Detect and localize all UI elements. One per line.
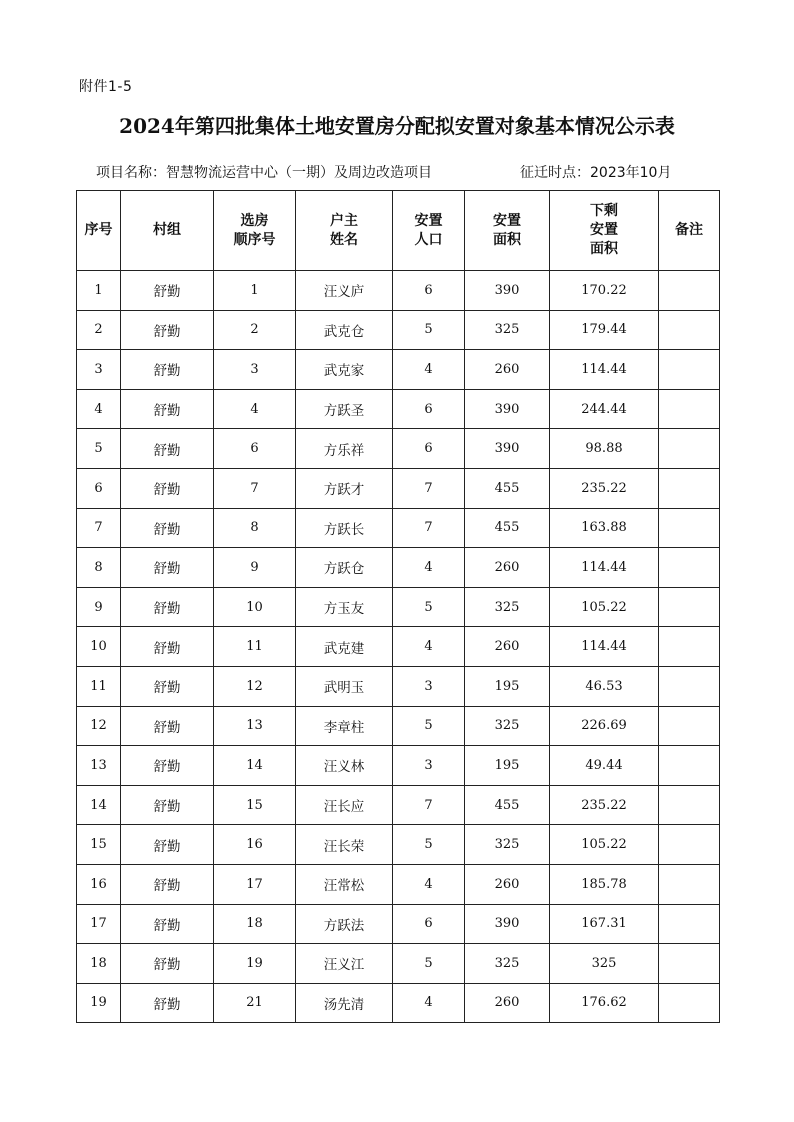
cell-householder-name: 武克建 <box>296 627 393 667</box>
cell-householder-name: 汪常松 <box>296 864 393 904</box>
cell-index: 12 <box>77 706 121 746</box>
cell-resettled-people: 7 <box>393 785 465 825</box>
cell-remarks <box>659 587 720 627</box>
cell-resettled-people: 5 <box>393 944 465 984</box>
cell-village: 舒勤 <box>121 983 214 1023</box>
cell-remaining-area: 105.22 <box>550 825 659 865</box>
table-body <box>77 271 720 1023</box>
header-text: 姓名 <box>330 231 358 248</box>
header-resettled-people <box>393 191 465 271</box>
header-text: 选房 <box>240 212 269 229</box>
cell-index: 17 <box>77 904 121 944</box>
cell-index: 8 <box>77 548 121 588</box>
header-text: 序号 <box>84 222 113 238</box>
cell-resettlement-area: 195 <box>465 666 550 706</box>
header-village <box>121 191 214 271</box>
cell-selection-order: 7 <box>214 468 296 508</box>
cell-village: 舒勤 <box>121 429 214 469</box>
cell-selection-order: 4 <box>214 389 296 429</box>
cell-resettlement-area: 325 <box>465 310 550 350</box>
cell-village: 舒勤 <box>121 825 214 865</box>
cell-village: 舒勤 <box>121 271 214 311</box>
cell-village: 舒勤 <box>121 706 214 746</box>
cell-remaining-area: 179.44 <box>550 310 659 350</box>
cell-selection-order: 2 <box>214 310 296 350</box>
cell-remaining-area: 114.44 <box>550 627 659 667</box>
cell-resettled-people: 5 <box>393 587 465 627</box>
cell-householder-name: 汪义林 <box>296 746 393 786</box>
cell-remarks <box>659 271 720 311</box>
cell-resettled-people: 7 <box>393 468 465 508</box>
table-row <box>77 706 720 746</box>
cell-resettled-people: 4 <box>393 627 465 667</box>
cell-village: 舒勤 <box>121 785 214 825</box>
table-row <box>77 508 720 548</box>
cell-householder-name: 方跃仓 <box>296 548 393 588</box>
cell-resettlement-area: 260 <box>465 548 550 588</box>
cell-resettlement-area: 390 <box>465 429 550 469</box>
cell-resettlement-area: 195 <box>465 746 550 786</box>
cell-selection-order: 14 <box>214 746 296 786</box>
cell-resettled-people: 4 <box>393 548 465 588</box>
cell-selection-order: 3 <box>214 350 296 390</box>
cell-resettlement-area: 260 <box>465 627 550 667</box>
table-row <box>77 548 720 588</box>
cell-resettled-people: 6 <box>393 389 465 429</box>
cell-index: 6 <box>77 468 121 508</box>
table-row <box>77 429 720 469</box>
cell-resettlement-area: 260 <box>465 983 550 1023</box>
cell-resettled-people: 5 <box>393 310 465 350</box>
cell-householder-name: 汪长应 <box>296 785 393 825</box>
header-text: 安置 <box>590 222 618 238</box>
cell-remaining-area: 325 <box>550 944 659 984</box>
cell-remaining-area: 49.44 <box>550 746 659 786</box>
header-text: 村组 <box>153 222 181 238</box>
cell-remarks <box>659 904 720 944</box>
cell-remarks <box>659 468 720 508</box>
header-text: 人口 <box>414 231 443 248</box>
cell-householder-name: 汪长荣 <box>296 825 393 865</box>
cell-selection-order: 1 <box>214 271 296 311</box>
cell-index: 11 <box>77 666 121 706</box>
cell-remarks <box>659 627 720 667</box>
cell-index: 16 <box>77 864 121 904</box>
header-selection-order <box>214 191 296 271</box>
cell-index: 10 <box>77 627 121 667</box>
cell-remarks <box>659 389 720 429</box>
cell-resettlement-area: 455 <box>465 468 550 508</box>
cell-resettlement-area: 325 <box>465 944 550 984</box>
cell-village: 舒勤 <box>121 508 214 548</box>
cell-resettlement-area: 260 <box>465 864 550 904</box>
cell-remarks <box>659 944 720 984</box>
cell-householder-name: 汤先清 <box>296 983 393 1023</box>
table-row <box>77 864 720 904</box>
cell-resettlement-area: 325 <box>465 587 550 627</box>
header-remaining-area <box>550 191 659 271</box>
cell-householder-name: 武克家 <box>296 350 393 390</box>
cell-householder-name: 方跃圣 <box>296 389 393 429</box>
cell-resettled-people: 3 <box>393 666 465 706</box>
cell-index: 4 <box>77 389 121 429</box>
cell-resettlement-area: 455 <box>465 508 550 548</box>
cell-remarks <box>659 508 720 548</box>
cell-selection-order: 12 <box>214 666 296 706</box>
cell-resettlement-area: 390 <box>465 904 550 944</box>
cell-remaining-area: 176.62 <box>550 983 659 1023</box>
table-row <box>77 271 720 311</box>
cell-resettled-people: 6 <box>393 429 465 469</box>
cell-resettled-people: 5 <box>393 706 465 746</box>
header-text: 顺序号 <box>233 231 276 248</box>
cell-remarks <box>659 983 720 1023</box>
cell-remaining-area: 167.31 <box>550 904 659 944</box>
cell-householder-name: 李章柱 <box>296 706 393 746</box>
cell-selection-order: 19 <box>214 944 296 984</box>
cell-village: 舒勤 <box>121 666 214 706</box>
cell-resettlement-area: 325 <box>465 825 550 865</box>
table-row <box>77 350 720 390</box>
cell-selection-order: 18 <box>214 904 296 944</box>
table-row <box>77 746 720 786</box>
header-householder-name <box>296 191 393 271</box>
cell-selection-order: 11 <box>214 627 296 667</box>
cell-resettled-people: 6 <box>393 904 465 944</box>
project-info <box>96 162 672 182</box>
cell-resettled-people: 4 <box>393 864 465 904</box>
cell-index: 18 <box>77 944 121 984</box>
cell-householder-name: 方玉友 <box>296 587 393 627</box>
cell-resettled-people: 4 <box>393 350 465 390</box>
document-title: 2024年第四批集体土地安置房分配拟安置对象基本情况公示表 <box>119 114 675 138</box>
header-resettlement-area <box>465 191 550 271</box>
cell-index: 14 <box>77 785 121 825</box>
relocation-time: 征迁时点：2023年10月 <box>520 165 672 181</box>
cell-resettled-people: 6 <box>393 271 465 311</box>
cell-householder-name: 方跃长 <box>296 508 393 548</box>
cell-remarks <box>659 666 720 706</box>
cell-resettlement-area: 260 <box>465 350 550 390</box>
cell-index: 9 <box>77 587 121 627</box>
cell-resettlement-area: 390 <box>465 389 550 429</box>
cell-remarks <box>659 350 720 390</box>
cell-index: 5 <box>77 429 121 469</box>
cell-remaining-area: 170.22 <box>550 271 659 311</box>
cell-remarks <box>659 785 720 825</box>
cell-index: 15 <box>77 825 121 865</box>
cell-index: 7 <box>77 508 121 548</box>
cell-householder-name: 方跃法 <box>296 904 393 944</box>
table-row <box>77 310 720 350</box>
cell-remaining-area: 163.88 <box>550 508 659 548</box>
cell-remarks <box>659 706 720 746</box>
header-remarks <box>659 191 720 271</box>
cell-householder-name: 武克仓 <box>296 310 393 350</box>
cell-village: 舒勤 <box>121 468 214 508</box>
cell-remaining-area: 114.44 <box>550 350 659 390</box>
table-row <box>77 587 720 627</box>
cell-resettled-people: 7 <box>393 508 465 548</box>
cell-selection-order: 6 <box>214 429 296 469</box>
cell-remaining-area: 105.22 <box>550 587 659 627</box>
cell-village: 舒勤 <box>121 389 214 429</box>
table-row <box>77 944 720 984</box>
cell-selection-order: 16 <box>214 825 296 865</box>
cell-selection-order: 8 <box>214 508 296 548</box>
cell-householder-name: 汪义江 <box>296 944 393 984</box>
cell-selection-order: 15 <box>214 785 296 825</box>
cell-resettlement-area: 455 <box>465 785 550 825</box>
cell-selection-order: 17 <box>214 864 296 904</box>
cell-village: 舒勤 <box>121 904 214 944</box>
table-row <box>77 825 720 865</box>
cell-village: 舒勤 <box>121 627 214 667</box>
cell-resettled-people: 3 <box>393 746 465 786</box>
resettlement-table <box>76 190 720 1023</box>
cell-village: 舒勤 <box>121 944 214 984</box>
cell-remaining-area: 244.44 <box>550 389 659 429</box>
cell-remarks <box>659 825 720 865</box>
table-row <box>77 468 720 508</box>
cell-village: 舒勤 <box>121 746 214 786</box>
cell-index: 1 <box>77 271 121 311</box>
cell-remaining-area: 235.22 <box>550 468 659 508</box>
cell-village: 舒勤 <box>121 864 214 904</box>
cell-resettled-people: 5 <box>393 825 465 865</box>
header-index <box>77 191 121 271</box>
attachment-label: 附件1-5 <box>79 79 133 95</box>
table-row <box>77 666 720 706</box>
project-name: 项目名称：智慧物流运营中心（一期）及周边改造项目 <box>96 165 432 181</box>
cell-resettled-people: 4 <box>393 983 465 1023</box>
cell-village: 舒勤 <box>121 548 214 588</box>
cell-selection-order: 13 <box>214 706 296 746</box>
header-text: 面积 <box>493 231 521 248</box>
cell-index: 19 <box>77 983 121 1023</box>
cell-remaining-area: 185.78 <box>550 864 659 904</box>
cell-remarks <box>659 548 720 588</box>
cell-selection-order: 10 <box>214 587 296 627</box>
table-row <box>77 389 720 429</box>
cell-index: 2 <box>77 310 121 350</box>
header-text: 户主 <box>330 212 358 229</box>
cell-village: 舒勤 <box>121 310 214 350</box>
cell-resettlement-area: 325 <box>465 706 550 746</box>
cell-village: 舒勤 <box>121 350 214 390</box>
table-row <box>77 983 720 1023</box>
table-row <box>77 785 720 825</box>
cell-remarks <box>659 310 720 350</box>
cell-selection-order: 9 <box>214 548 296 588</box>
table-row <box>77 904 720 944</box>
cell-selection-order: 21 <box>214 983 296 1023</box>
cell-resettlement-area: 390 <box>465 271 550 311</box>
cell-remaining-area: 235.22 <box>550 785 659 825</box>
table-header-row <box>77 191 720 271</box>
header-text: 备注 <box>675 222 703 238</box>
header-text: 安置 <box>493 212 521 229</box>
cell-remaining-area: 114.44 <box>550 548 659 588</box>
cell-remaining-area: 46.53 <box>550 666 659 706</box>
cell-remarks <box>659 864 720 904</box>
header-text: 安置 <box>414 212 443 229</box>
header-text: 面积 <box>590 241 618 257</box>
cell-householder-name: 武明玉 <box>296 666 393 706</box>
cell-remarks <box>659 429 720 469</box>
cell-householder-name: 方乐祥 <box>296 429 393 469</box>
cell-householder-name: 方跃才 <box>296 468 393 508</box>
cell-remarks <box>659 746 720 786</box>
cell-remaining-area: 98.88 <box>550 429 659 469</box>
cell-index: 13 <box>77 746 121 786</box>
cell-index: 3 <box>77 350 121 390</box>
cell-householder-name: 汪义庐 <box>296 271 393 311</box>
header-text: 下剩 <box>590 203 618 219</box>
cell-remaining-area: 226.69 <box>550 706 659 746</box>
cell-village: 舒勤 <box>121 587 214 627</box>
table-row <box>77 627 720 667</box>
